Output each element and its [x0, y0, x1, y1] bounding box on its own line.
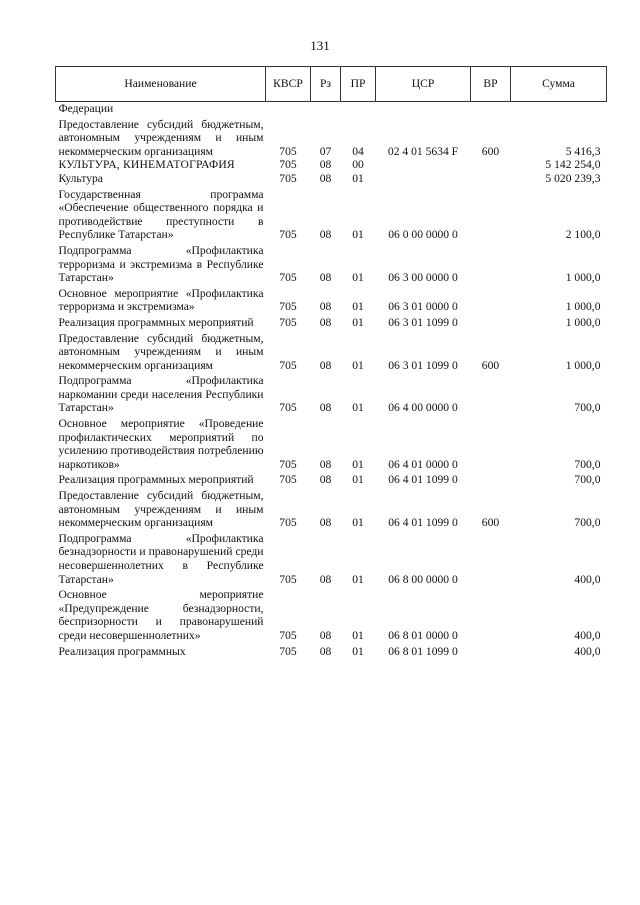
row-vr: 600	[481, 358, 500, 372]
row-pr: 01	[352, 644, 364, 658]
row-vr	[471, 415, 511, 471]
header-sum: Сумма	[511, 67, 607, 102]
row-name: Культура	[58, 171, 103, 185]
table-row	[56, 372, 607, 415]
row-kvsr: 705	[279, 473, 297, 487]
row-kvsr: 705	[279, 300, 297, 314]
row-vr	[471, 172, 511, 186]
row-name: Основное мероприятие «Профилактика терроризма и экстремизма»	[58, 286, 264, 314]
row-kvsr: 705	[279, 358, 297, 372]
row-csr: 06 4 01 0000 0	[388, 457, 458, 471]
row-sum: 400,0	[574, 572, 601, 586]
row-rz: 07	[319, 144, 332, 158]
row-vr	[471, 372, 511, 415]
row-kvsr: 705	[279, 644, 297, 658]
row-csr: 06 4 01 1099 0	[388, 516, 458, 530]
row-rz: 08	[319, 315, 332, 329]
row-pr: 01	[352, 358, 364, 372]
row-name: Государственная программа «Обеспечение общественного порядка и противодействие преступности в Республике Татарстан»	[58, 187, 264, 242]
row-pr: 01	[352, 572, 364, 586]
header-csr: ЦСР	[376, 67, 471, 102]
row-rz: 08	[319, 158, 332, 172]
table-row	[56, 242, 607, 285]
row-sum: 700,0	[574, 473, 601, 487]
row-sum: 400,0	[574, 644, 601, 658]
row-rz: 08	[319, 516, 332, 530]
row-kvsr: 705	[279, 315, 297, 329]
row-name: Реализация программных	[58, 644, 186, 658]
header-pr: ПР	[341, 67, 376, 102]
row-pr: 01	[352, 171, 364, 185]
row-csr: 06 4 01 1099 0	[388, 473, 458, 487]
row-csr	[376, 172, 471, 186]
row-vr	[471, 242, 511, 285]
table-row	[56, 285, 607, 314]
table-row	[56, 116, 607, 159]
row-sum: 1 000,0	[565, 300, 601, 314]
row-rz: 08	[319, 358, 332, 372]
row-pr	[341, 102, 376, 116]
table-row	[56, 471, 607, 487]
row-pr: 00	[352, 158, 364, 172]
row-csr: 02 4 01 5634 F	[387, 144, 459, 158]
row-csr: 06 8 01 0000 0	[388, 628, 458, 642]
row-pr: 01	[352, 300, 364, 314]
row-name: Реализация программных мероприятий	[58, 315, 254, 329]
row-name: КУЛЬТУРА, КИНЕМАТОГРАФИЯ	[58, 158, 235, 172]
row-rz	[311, 102, 341, 116]
row-name: Подпрограмма «Профилактика безнадзорности и правонарушений среди несовершеннолетних в Республике Татарстан»	[58, 531, 264, 586]
row-name: Основное мероприятие «Проведение профилактических мероприятий по усилению противодействия потреблению наркотиков»	[58, 417, 264, 471]
row-name: Реализация программных мероприятий	[58, 473, 254, 487]
row-sum: 700,0	[574, 401, 601, 415]
row-pr: 01	[352, 628, 364, 642]
row-kvsr: 705	[279, 516, 297, 530]
table-header-row	[56, 67, 607, 102]
row-csr	[376, 102, 471, 116]
row-name: Основное мероприятие «Предупреждение безнадзорности, беспризорности и правонарушений среди несовершеннолетних»	[58, 588, 264, 642]
row-rz: 08	[319, 457, 332, 471]
header-rz: Рз	[311, 67, 341, 102]
row-kvsr: 705	[279, 401, 297, 415]
row-sum: 700,0	[574, 457, 601, 471]
row-pr: 01	[352, 315, 364, 329]
table-row	[56, 530, 607, 586]
page-number: 131	[310, 38, 330, 53]
row-kvsr: 705	[279, 171, 297, 185]
row-sum: 1 000,0	[565, 271, 601, 285]
table-row	[56, 586, 607, 642]
row-pr: 01	[352, 271, 364, 285]
row-vr	[471, 471, 511, 487]
header-kvsr: КВСР	[266, 67, 311, 102]
table-row	[56, 415, 607, 471]
row-csr: 06 4 00 0000 0	[388, 401, 458, 415]
row-sum: 5 020 239,3	[545, 171, 601, 185]
row-rz: 08	[319, 271, 332, 285]
row-sum: 1 000,0	[565, 358, 601, 372]
row-csr: 06 8 01 1099 0	[388, 644, 458, 658]
row-vr	[471, 643, 511, 659]
row-rz: 08	[319, 644, 332, 658]
row-vr	[471, 285, 511, 314]
row-rz: 08	[319, 228, 332, 242]
row-csr: 06 3 00 0000 0	[388, 271, 458, 285]
row-csr	[376, 158, 471, 172]
row-pr: 01	[352, 516, 364, 530]
row-rz: 08	[319, 401, 332, 415]
row-name: Подпрограмма «Профилактика наркомании среди населения Республики Татарстан»	[58, 374, 264, 415]
row-name: Федерации	[58, 102, 114, 115]
row-sum: 1 000,0	[565, 315, 601, 329]
budget-table	[55, 66, 607, 658]
row-csr: 06 3 01 0000 0	[388, 300, 458, 314]
row-vr: 600	[481, 516, 500, 530]
row-pr: 01	[352, 228, 364, 242]
row-csr: 06 3 01 1099 0	[388, 315, 458, 329]
row-name: Подпрограмма «Профилактика терроризма и экстремизма в Республике Татарстан»	[58, 243, 264, 285]
row-vr: 600	[481, 144, 500, 158]
row-rz: 08	[319, 300, 332, 314]
row-kvsr	[266, 102, 311, 116]
table-row	[56, 102, 607, 116]
row-pr: 01	[352, 401, 364, 415]
row-kvsr: 705	[279, 628, 297, 642]
row-vr	[471, 314, 511, 330]
row-kvsr: 705	[279, 271, 297, 285]
table-row	[56, 330, 607, 373]
row-name: Предоставление субсидий бюджетным, автономным учреждениям и иным некоммерческим организациям	[58, 331, 264, 372]
row-sum: 5 142 254,0	[545, 158, 601, 172]
row-sum: 2 100,0	[565, 228, 601, 242]
row-vr	[471, 158, 511, 172]
row-rz: 08	[319, 171, 332, 185]
table-row	[56, 186, 607, 242]
row-csr: 06 3 01 1099 0	[388, 358, 458, 372]
table-row	[56, 314, 607, 330]
table-row	[56, 487, 607, 530]
row-kvsr: 705	[279, 158, 297, 172]
table-row	[56, 158, 607, 172]
row-sum: 5 416,3	[565, 144, 601, 158]
row-name: Предоставление субсидий бюджетным, автономным учреждениям и иным некоммерческим организациям	[58, 489, 264, 530]
row-pr: 01	[352, 473, 364, 487]
row-kvsr: 705	[279, 457, 297, 471]
table-row	[56, 172, 607, 186]
row-vr	[471, 102, 511, 116]
row-kvsr: 705	[279, 228, 297, 242]
row-csr: 06 8 00 0000 0	[388, 572, 458, 586]
row-csr: 06 0 00 0000 0	[388, 228, 458, 242]
row-sum	[511, 102, 607, 116]
row-vr	[471, 186, 511, 242]
row-vr	[471, 530, 511, 586]
row-kvsr: 705	[279, 144, 297, 158]
row-vr	[471, 586, 511, 642]
header-name: Наименование	[56, 67, 266, 102]
row-rz: 08	[319, 572, 332, 586]
row-kvsr: 705	[279, 572, 297, 586]
row-sum: 700,0	[574, 516, 601, 530]
row-sum: 400,0	[574, 628, 601, 642]
row-rz: 08	[319, 628, 332, 642]
row-name: Предоставление субсидий бюджетным, автономным учреждениям и иным некоммерческим организациям	[58, 117, 264, 158]
row-rz: 08	[319, 473, 332, 487]
row-pr: 04	[352, 144, 364, 158]
table-row	[56, 643, 607, 659]
row-pr: 01	[352, 457, 364, 471]
header-vr: ВР	[471, 67, 511, 102]
